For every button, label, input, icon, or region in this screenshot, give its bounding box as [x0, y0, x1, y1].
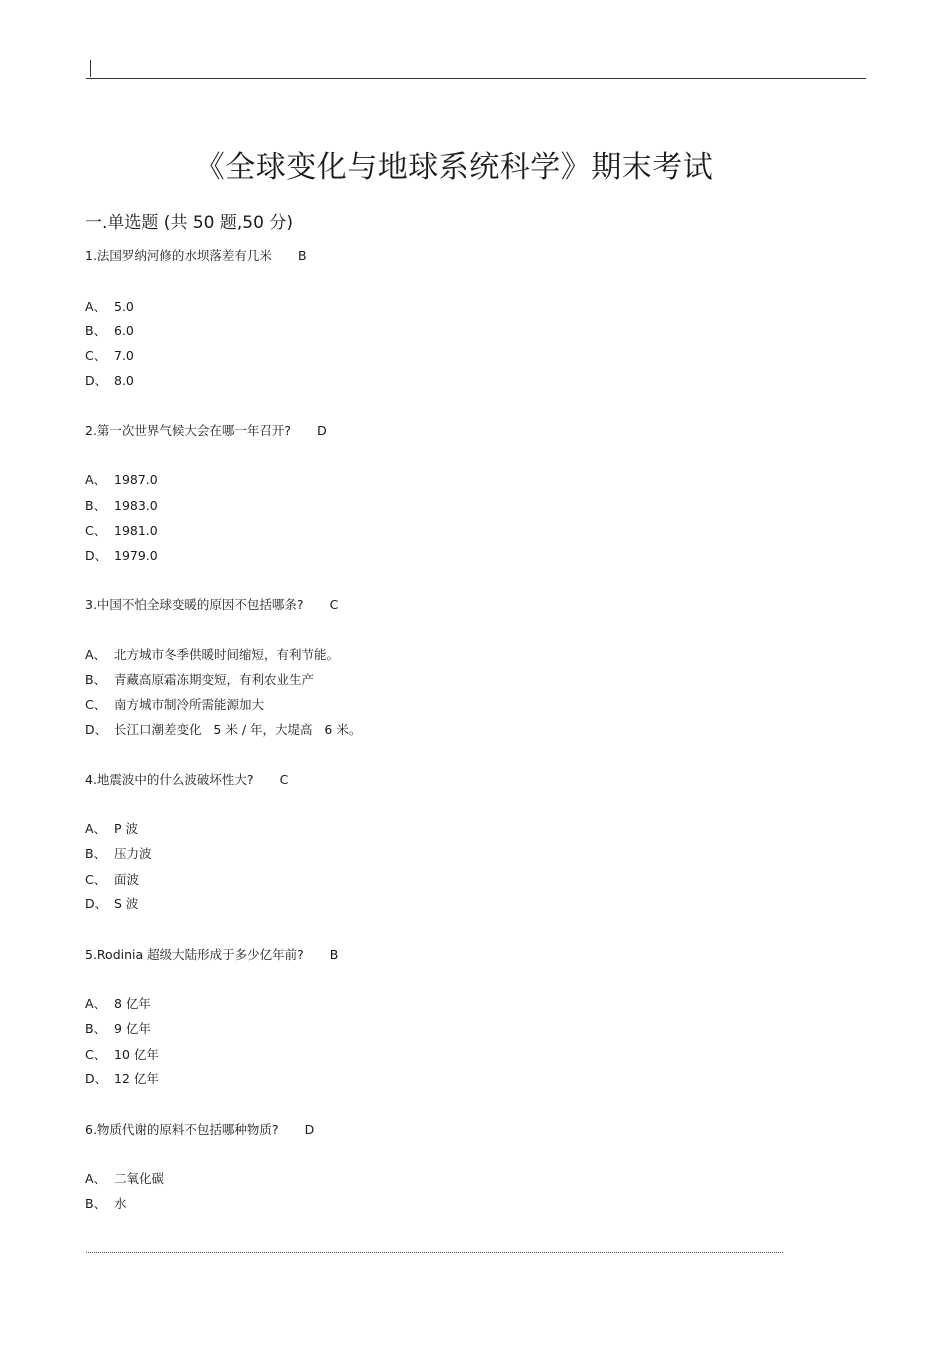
option-letter: C、	[85, 1047, 107, 1062]
option-text: 12 亿年	[114, 1071, 159, 1086]
option	[85, 297, 134, 315]
option	[85, 371, 134, 389]
option-text: 6.0	[114, 323, 134, 338]
option-text: 5.0	[114, 299, 134, 314]
option	[85, 894, 138, 912]
option	[85, 521, 158, 539]
answer-key: D	[304, 1122, 315, 1137]
question-4	[85, 770, 288, 788]
option-letter: D、	[85, 373, 108, 388]
option	[85, 994, 151, 1012]
header-rule	[86, 78, 866, 79]
page-title: 《全球变化与地球系统科学》期末考试	[194, 150, 714, 185]
question-text: 6.物质代谢的原料不包括哪种物质?	[85, 1122, 279, 1137]
option	[85, 1045, 159, 1063]
option-letter: A、	[85, 647, 107, 662]
option-letter: C、	[85, 872, 107, 887]
answer-key: D	[317, 423, 327, 438]
option-text: 北方城市冬季供暖时间缩短，有利节能。	[114, 647, 340, 662]
option-text: 长江口潮差变化 5 米 / 年，大堤高 6 米。	[114, 722, 362, 737]
question-6	[85, 1120, 314, 1138]
question-text: 1.法国罗纳河修的水坝落差有几米	[85, 248, 272, 263]
question-text: 3.中国不怕全球变暖的原因不包括哪条?	[85, 597, 304, 612]
option-letter: B、	[85, 323, 107, 338]
option-letter: A、	[85, 821, 107, 836]
option	[85, 1069, 159, 1087]
option-text: 8.0	[114, 373, 134, 388]
option-text: 压力波	[114, 846, 152, 861]
option-text: 10 亿年	[114, 1047, 159, 1062]
option-letter: B、	[85, 1196, 107, 1211]
option-letter: B、	[85, 672, 107, 687]
question-text: 2.第一次世界气候大会在哪一年召开?	[85, 423, 292, 438]
option	[85, 346, 134, 364]
answer-key: C	[329, 597, 339, 612]
option-text: 8 亿年	[114, 996, 151, 1011]
option-text: 1979.0	[114, 548, 158, 563]
option	[85, 670, 314, 688]
option-text: 面波	[114, 872, 140, 887]
option-letter: D、	[85, 548, 108, 563]
option-text: 1987.0	[114, 472, 158, 487]
option-text: 9 亿年	[114, 1021, 151, 1036]
option-letter: A、	[85, 996, 107, 1011]
header-tick-mark	[90, 60, 91, 77]
question-1	[85, 246, 307, 264]
option-letter: A、	[85, 1171, 107, 1186]
footer-dotted-rule	[86, 1252, 783, 1253]
option-letter: C、	[85, 348, 107, 363]
option-text: P 波	[114, 821, 139, 836]
option	[85, 695, 264, 713]
option-text: 青藏高原霜冻期变短，有利农业生产	[114, 672, 315, 687]
option-letter: A、	[85, 299, 107, 314]
option-text: 1981.0	[114, 523, 158, 538]
option-letter: D、	[85, 896, 108, 911]
option-text: 7.0	[114, 348, 134, 363]
option-text: 南方城市制冷所需能源加大	[114, 697, 265, 712]
option-text: 二氧化碳	[114, 1171, 165, 1186]
question-5	[85, 945, 338, 963]
option-letter: A、	[85, 472, 107, 487]
option	[85, 1019, 151, 1037]
question-3	[85, 595, 338, 613]
option	[85, 645, 339, 663]
option	[85, 1194, 127, 1212]
option-letter: D、	[85, 1071, 108, 1086]
option	[85, 819, 138, 837]
option	[85, 496, 158, 514]
answer-key: C	[279, 772, 289, 787]
option-letter: B、	[85, 498, 107, 513]
option-letter: C、	[85, 523, 107, 538]
option-text: S 波	[114, 896, 139, 911]
answer-key: B	[329, 947, 339, 962]
option-letter: B、	[85, 1021, 107, 1036]
option	[85, 844, 152, 862]
option-text: 1983.0	[114, 498, 158, 513]
question-2	[85, 421, 327, 439]
option	[85, 470, 158, 488]
option	[85, 870, 139, 888]
section-heading: 一.单选题 (共 50 题,50 分)	[85, 213, 293, 233]
option	[85, 720, 361, 738]
question-text: 4.地震波中的什么波破坏性大?	[85, 772, 254, 787]
option	[85, 321, 134, 339]
option	[85, 1169, 164, 1187]
option-text: 水	[114, 1196, 127, 1211]
option-letter: B、	[85, 846, 107, 861]
answer-key: B	[297, 248, 307, 263]
option	[85, 546, 158, 564]
option-letter: D、	[85, 722, 108, 737]
question-text: 5.Rodinia 超级大陆形成于多少亿年前?	[85, 947, 304, 962]
option-letter: C、	[85, 697, 107, 712]
